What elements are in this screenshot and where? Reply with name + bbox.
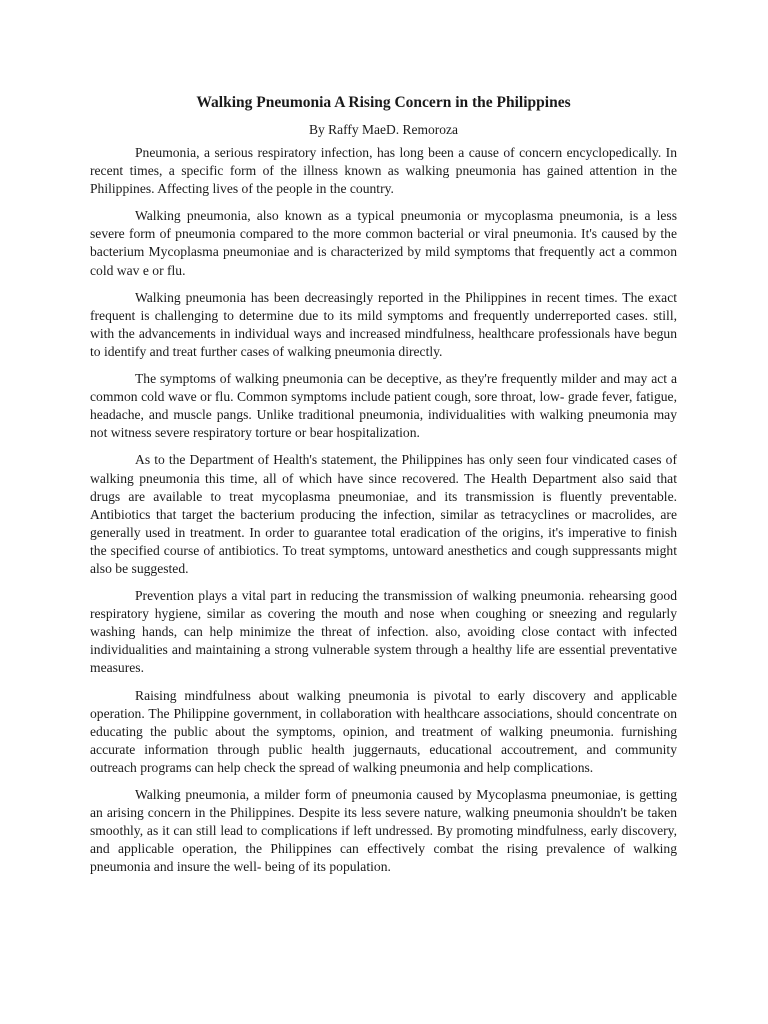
paragraph-intro: Pneumonia, a serious respiratory infection, has long been a cause of concern encyclopedically. In recent times, a specific form of the illness known as walking pneumonia has gained attention in the Philippines. Affecting lives of the people in the country.: [90, 145, 677, 197]
paragraph-conclusion: Walking pneumonia, a milder form of pneumonia caused by Mycoplasma pneumoniae, is getting an arising concern in the Philippines. Despite its less severe nature, walking pneumonia shouldn't be taken smoothly, as it can still lead to complications if left undressed. By promoting mindfulness, early discovery, and applicable operation, the Philippines can effectively combat the rising prevalence of walking pneumonia and insure the well- being of its population.: [90, 787, 677, 875]
document-page: [90, 92, 677, 876]
author-byline: By Raffy MaeD. Remoroza: [309, 122, 458, 137]
paragraph-health-department: As to the Department of Health's statement, the Philippines has only seen four vindicated cases of walking pneumonia this time, all of which have since recovered. The Health Department also said that drugs are available to treat mycoplasma pneumoniae, and its transmission is fluently preventable. Antibiotics that target the bacterium producing the infection, similar as tetracyclines or macrolides, are generally used in treatment. In order to guarantee total eradication of the origins, it's imperative to finish the specified course of antibiotics. To treat symptoms, untoward anesthetics and cough suppressants might also be suggested.: [90, 452, 677, 576]
paragraph-symptoms: The symptoms of walking pneumonia can be deceptive, as they're frequently milder and may act a common cold wave or flu. Common symptoms include patient cough, sore throat, low- grade fever, fatigue, headache, and muscle pangs. Unlike traditional pneumonia, individualities with walking pneumonia may not witness severe respiratory torture or bear hospitalization.: [90, 371, 677, 441]
paragraph-awareness: Raising mindfulness about walking pneumonia is pivotal to early discovery and applicable operation. The Philippine government, in collaboration with healthcare associations, should concentrate on educating the public about the symptoms, opinion, and treatment of walking pneumonia. furnishing accurate information through public health juggernauts, educational accoutrement, and community outreach programs can help check the spread of walking pneumonia and help complications.: [90, 687, 677, 775]
paragraph-prevalence: Walking pneumonia has been decreasingly reported in the Philippines in recent times. The exact frequent is challenging to determine due to its mild symptoms and frequently underreported cases. still, with the advancements in individual ways and increased mindfulness, healthcare professionals have begun to identify and treat further cases of walking pneumonia directly.: [90, 289, 677, 359]
paragraph-definition: Walking pneumonia, also known as a typical pneumonia or mycoplasma pneumonia, is a less severe form of pneumonia compared to the more common bacterial or viral pneumonia. It's caused by the bacterium Mycoplasma pneumoniae and is characterized by mild symptoms that frequently act a common cold wav e or flu.: [90, 208, 677, 278]
document-title: Walking Pneumonia A Rising Concern in the Philippines: [196, 94, 571, 111]
paragraph-prevention: Prevention plays a vital part in reducing the transmission of walking pneumonia. rehearsing good respiratory hygiene, similar as covering the mouth and nose when coughing or sneezing and regularly washing hands, can help minimize the threat of infection. also, avoiding close contact with infected individualities and maintaining a strong vulnerable system through a healthy life are essential preventative measures.: [90, 588, 677, 676]
